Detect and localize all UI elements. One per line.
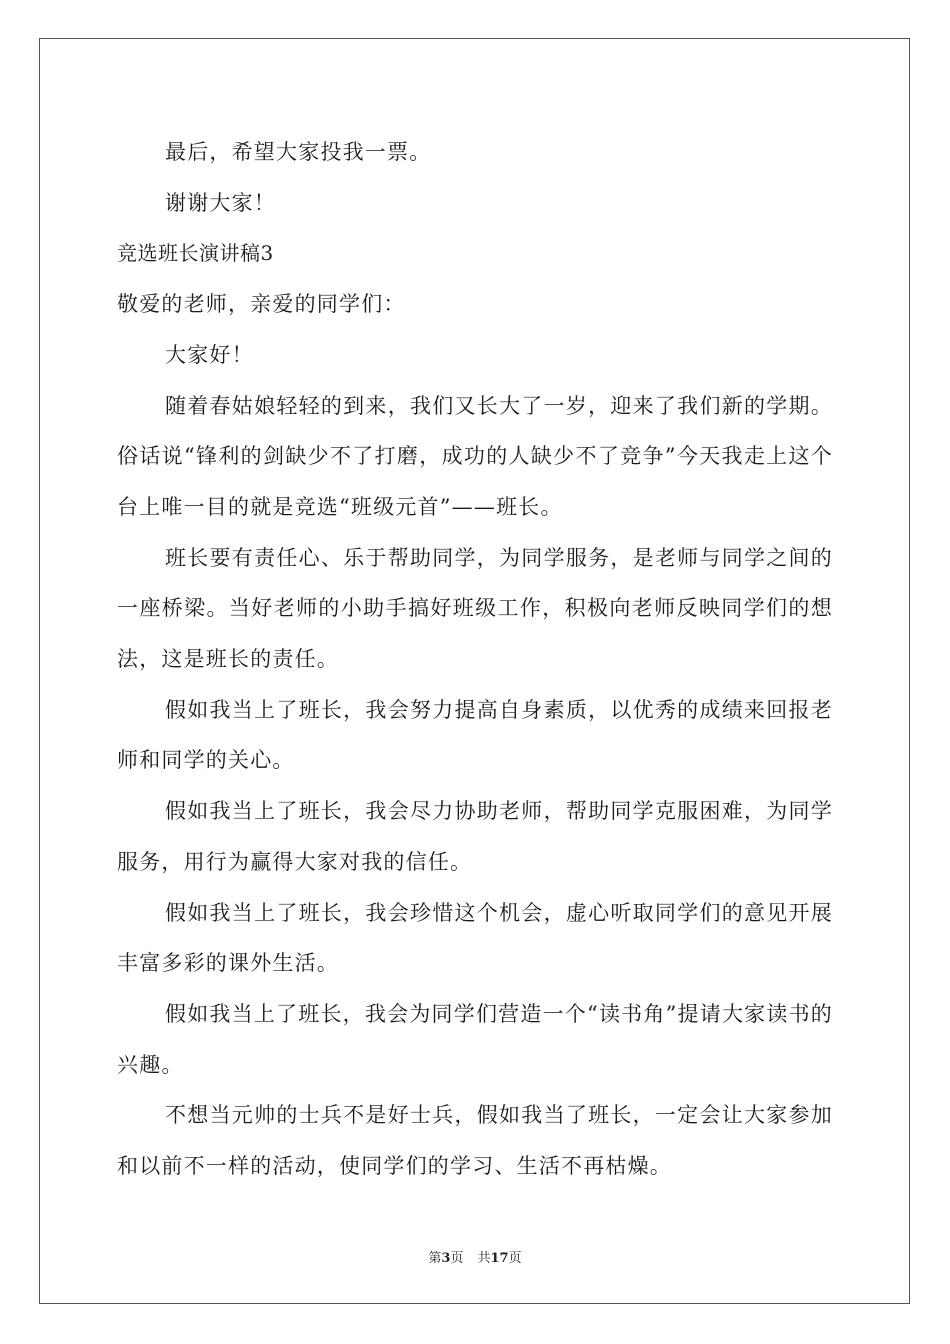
- page-footer: [0, 1247, 950, 1266]
- page-prefix: 第: [428, 1251, 442, 1266]
- paragraph: 谢谢大家！: [165, 190, 276, 215]
- paragraph: 不想当元帅的士兵不是好士兵，假如我当了班长，一定会让大家参加和以前不一样的活动，使同学们的学习、生活不再枯燥。: [117, 1103, 833, 1179]
- total-suffix: 页: [508, 1251, 522, 1266]
- page-number: 3: [441, 1251, 451, 1266]
- section-title: 竞选班长演讲稿3: [117, 241, 274, 266]
- page-suffix: 页: [450, 1251, 464, 1266]
- paragraph: 最后，希望大家投我一票。: [165, 140, 432, 164]
- paragraph: 假如我当上了班长，我会尽力协助老师，帮助同学克服困难，为同学服务，用行为赢得大家对我的信任。: [117, 799, 833, 874]
- paragraph: 随着春姑娘轻轻的到来，我们又长大了一岁，迎来了我们新的学期。俗话说“锋利的剑缺少不了打磨，成功的人缺少不了竞争”今天我走上这个台上唯一目的就是竞选“班级元首”——班长。: [117, 393, 833, 519]
- salutation: 敬爱的老师，亲爱的同学们：: [117, 292, 406, 317]
- paragraph: 假如我当上了班长，我会为同学们营造一个“读书角”提请大家读书的兴趣。: [117, 1001, 833, 1077]
- paragraph: 假如我当上了班长，我会努力提高自身素质，以优秀的成绩来回报老师和同学的关心。: [117, 697, 833, 773]
- paragraph: 大家好！: [165, 342, 254, 367]
- total-prefix: 共: [477, 1251, 491, 1266]
- paragraph: 班长要有责任心、乐于帮助同学，为同学服务，是老师与同学之间的一座桥梁。当好老师的小助手搞好班级工作，积极向老师反映同学们的想法，这是班长的责任。: [117, 545, 833, 672]
- document-body: [117, 127, 833, 1192]
- paragraph: 假如我当上了班长，我会珍惜这个机会，虚心听取同学们的意见开展丰富多彩的课外生活。: [117, 900, 833, 976]
- total-pages: 17: [490, 1251, 509, 1266]
